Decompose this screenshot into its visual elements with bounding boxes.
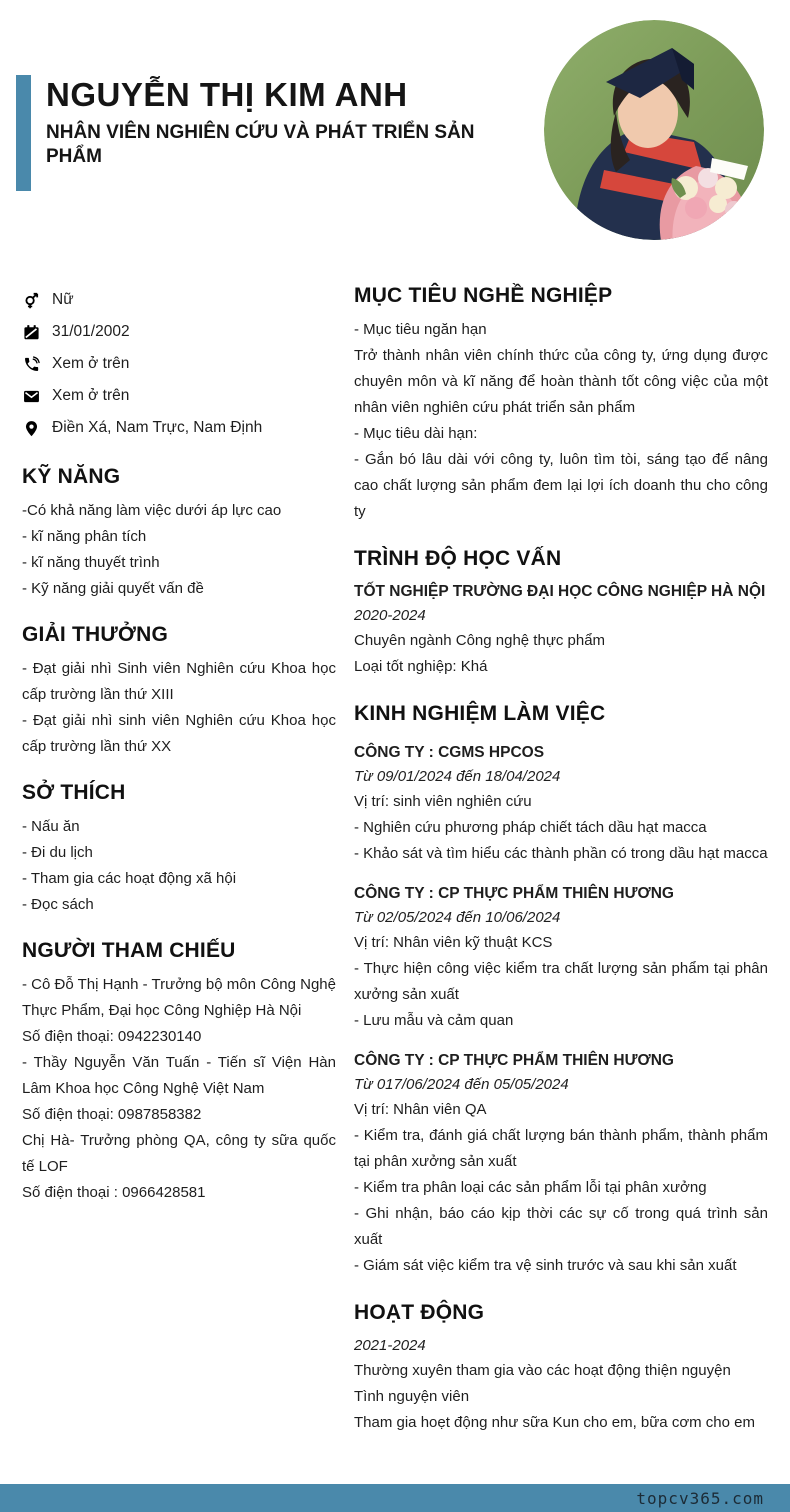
calendar-icon bbox=[22, 323, 40, 341]
objective-line: - Mục tiêu ngăn hạn bbox=[354, 321, 487, 338]
education-line: Loại tốt nghiệp: Khá bbox=[354, 658, 488, 675]
awards-heading: GIẢI THƯỞNG bbox=[22, 623, 169, 646]
job-line: - Khảo sát và tìm hiểu các thành phần có trong dầu hạt macca bbox=[354, 845, 768, 862]
skill-item: - kĩ năng thuyết trình bbox=[22, 554, 160, 571]
candidate-name: NGUYỄN THỊ KIM ANH bbox=[46, 76, 408, 113]
contact-phone-value: Xem ở trên bbox=[52, 355, 130, 372]
section-awards bbox=[22, 623, 336, 760]
header-name-block bbox=[16, 75, 476, 250]
job-period: Từ 09/01/2024 đến 18/04/2024 bbox=[354, 768, 561, 785]
contact-gender bbox=[22, 284, 336, 316]
references-heading: NGƯỜI THAM CHIẾU bbox=[22, 939, 236, 962]
education-school: TỐT NGHIỆP TRƯỜNG ĐẠI HỌC CÔNG NGHIỆP HÀ NỘI bbox=[354, 583, 766, 600]
contact-list bbox=[22, 284, 336, 444]
job-line: - Giám sát việc kiểm tra vệ sinh trước và sau khi sản xuất bbox=[354, 1257, 737, 1274]
job-line: - Thực hiện công việc kiểm tra chất lượng sản phẩm tại phân xưởng sản xuất bbox=[354, 960, 768, 1003]
skill-item: - kĩ năng phân tích bbox=[22, 528, 147, 545]
activities-heading: HOẠT ĐỘNG bbox=[354, 1301, 485, 1324]
education-period: 2020-2024 bbox=[354, 607, 426, 624]
hobby-item: - Nấu ăn bbox=[22, 818, 80, 835]
candidate-job-title: NHÂN VIÊN NGHIÊN CỨU VÀ PHÁT TRIỂN SẢN PHẨM bbox=[46, 122, 475, 167]
job-entry bbox=[354, 741, 768, 867]
reference-item: - Cô Đỗ Thị Hạnh - Trưởng bộ môn Công Nghệ Thực Phẩm, Đại học Công Nghiệp Hà Nội bbox=[22, 976, 336, 1019]
contact-email bbox=[22, 380, 336, 412]
phone-icon bbox=[22, 355, 40, 373]
section-hobbies bbox=[22, 781, 336, 918]
job-line: - Nghiên cứu phương pháp chiết tách dầu hạt macca bbox=[354, 819, 707, 836]
location-icon bbox=[22, 419, 40, 437]
job-entry bbox=[354, 882, 768, 1034]
accent-bar bbox=[16, 75, 31, 191]
job-line: Vị trí: sinh viên nghiên cứu bbox=[354, 793, 532, 810]
job-company: CÔNG TY : CGMS HPCOS bbox=[354, 744, 545, 761]
section-skills bbox=[22, 465, 336, 602]
objective-heading: MỤC TIÊU NGHỀ NGHIỆP bbox=[354, 284, 613, 307]
activity-line: Thường xuyên tham gia vào các hoạt động thiện nguyện bbox=[354, 1362, 731, 1379]
contact-gender-value: Nữ bbox=[52, 291, 74, 308]
award-item: - Đạt giải nhì sinh viên Nghiên cứu Khoa học cấp trường lần thứ XX bbox=[22, 712, 336, 755]
hobbies-heading: SỞ THÍCH bbox=[22, 781, 126, 804]
left-column bbox=[22, 284, 354, 1436]
main-columns bbox=[0, 284, 790, 1436]
job-company: CÔNG TY : CP THỰC PHẨM THIÊN HƯƠNG bbox=[354, 885, 674, 902]
job-line: Vị trí: Nhân viên QA bbox=[354, 1101, 487, 1118]
footer-bar bbox=[0, 1484, 790, 1512]
job-entry bbox=[354, 1049, 768, 1279]
section-activities bbox=[354, 1301, 768, 1436]
reference-phone: Số điện thoại: 0987858382 bbox=[22, 1106, 202, 1123]
graduate-portrait-illustration bbox=[544, 20, 764, 240]
reference-item: - Thầy Nguyễn Văn Tuấn - Tiến sĩ Viện Hàn Lâm Khoa học Công Nghệ Việt Nam bbox=[22, 1054, 336, 1097]
job-company: CÔNG TY : CP THỰC PHẨM THIÊN HƯƠNG bbox=[354, 1052, 674, 1069]
gender-icon bbox=[22, 291, 40, 309]
skills-heading: KỸ NĂNG bbox=[22, 465, 121, 488]
job-line: Vị trí: Nhân viên kỹ thuật KCS bbox=[354, 934, 553, 951]
header bbox=[0, 0, 790, 250]
activity-line: Tình nguyện viên bbox=[354, 1388, 470, 1405]
contact-birthday-value: 31/01/2002 bbox=[52, 323, 130, 340]
contact-address-value: Điền Xá, Nam Trực, Nam Định bbox=[52, 419, 263, 436]
hobby-item: - Tham gia các hoạt động xã hội bbox=[22, 870, 237, 887]
section-education bbox=[354, 547, 768, 680]
name-title-wrap bbox=[46, 75, 476, 250]
right-column bbox=[354, 284, 768, 1436]
contact-phone bbox=[22, 348, 336, 380]
experience-heading: KINH NGHIỆM LÀM VIỆC bbox=[354, 702, 606, 725]
objective-line: - Mục tiêu dài hạn: bbox=[354, 425, 478, 442]
objective-line: - Gắn bó lâu dài với công ty, luôn tìm tòi, sáng tạo để nâng cao chất lượng sản phẩm đem lại lợi ích doanh thu cho công ty bbox=[354, 451, 768, 520]
section-experience bbox=[354, 702, 768, 1279]
hobby-item: - Đi du lịch bbox=[22, 844, 93, 861]
activity-line: Tham gia hoẹt động như sữa Kun cho em, bữa cơm cho em bbox=[354, 1414, 756, 1431]
footer-site-link[interactable]: topcv365.com bbox=[636, 1488, 764, 1508]
education-line: Chuyên ngành Công nghệ thực phẩm bbox=[354, 632, 606, 649]
job-period: Từ 02/05/2024 đến 10/06/2024 bbox=[354, 909, 561, 926]
contact-address bbox=[22, 412, 336, 444]
education-heading: TRÌNH ĐỘ HỌC VẤN bbox=[354, 547, 562, 570]
profile-photo bbox=[544, 20, 764, 240]
job-line: - Kiểm tra, đánh giá chất lượng bán thành phẩm, thành phẩm tại phân xưởng sản xuất bbox=[354, 1127, 768, 1170]
job-line: - Lưu mẫu và cảm quan bbox=[354, 1012, 514, 1029]
reference-phone: Số điện thoại: 0942230140 bbox=[22, 1028, 202, 1045]
activities-period: 2021-2024 bbox=[354, 1337, 426, 1354]
section-objective bbox=[354, 284, 768, 525]
award-item: - Đạt giải nhì Sinh viên Nghiên cứu Khoa học cấp trường lần thứ XIII bbox=[22, 660, 336, 703]
job-line: - Ghi nhận, báo cáo kịp thời các sự cố trong quá trình sản xuất bbox=[354, 1205, 768, 1248]
section-references bbox=[22, 939, 336, 1206]
contact-email-value: Xem ở trên bbox=[52, 387, 130, 404]
skill-item: -Có khả năng làm việc dưới áp lực cao bbox=[22, 502, 282, 519]
job-period: Từ 017/06/2024 đến 05/05/2024 bbox=[354, 1076, 569, 1093]
objective-line: Trở thành nhân viên chính thức của công ty, ứng dụng được chuyên môn và kĩ năng để hoàn thành tốt công việc của một nhân viên nghiên cứu phát triển sản phẩm bbox=[354, 347, 768, 416]
reference-item: Chị Hà- Trưởng phòng QA, công ty sữa quốc tế LOF bbox=[22, 1132, 336, 1175]
hobby-item: - Đọc sách bbox=[22, 896, 94, 913]
contact-birthday bbox=[22, 316, 336, 348]
reference-phone: Số điện thoại : 0966428581 bbox=[22, 1184, 206, 1201]
job-line: - Kiểm tra phân loại các sản phẩm lỗi tại phân xưởng bbox=[354, 1179, 707, 1196]
skill-item: - Kỹ năng giải quyết vấn đề bbox=[22, 580, 204, 597]
email-icon bbox=[22, 387, 40, 405]
